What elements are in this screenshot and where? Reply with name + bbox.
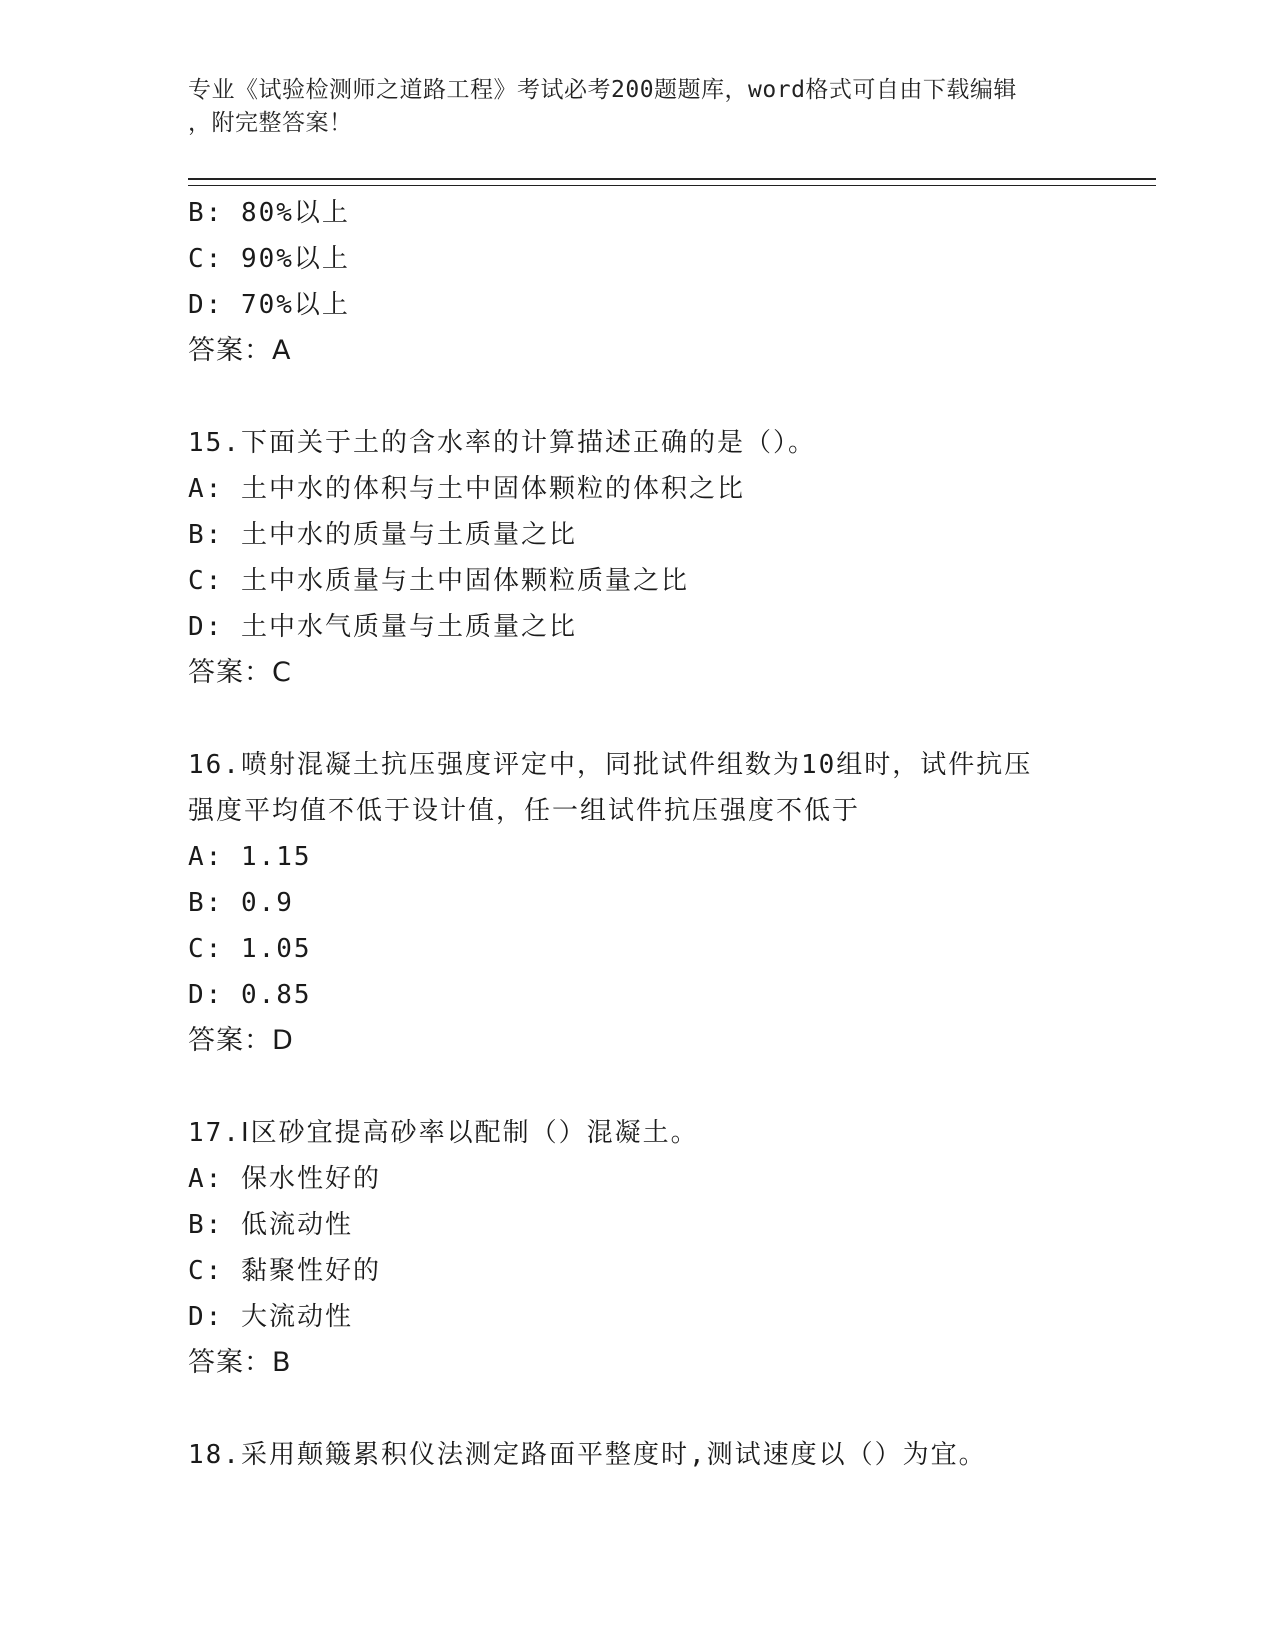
- header-divider: [188, 178, 1156, 186]
- question-stem: 17.Ⅰ区砂宜提高砂率以配制（）混凝土。: [188, 1118, 699, 1148]
- header-title-line1: 专业《试验检测师之道路工程》考试必考200题题库，word格式可自由下载编辑: [188, 77, 1017, 103]
- question-14-tail: [188, 190, 1088, 374]
- spacer: [188, 374, 1088, 420]
- option-c: C: 1.05: [188, 934, 312, 964]
- question-stem: 15.下面关于土的含水率的计算描述正确的是（）。: [188, 428, 816, 458]
- spacer: [188, 1064, 1088, 1110]
- spacer: [188, 1386, 1088, 1432]
- option-c: C: 90%以上: [188, 244, 350, 274]
- question-17: [188, 1110, 1088, 1386]
- header-title-line2: ，附完整答案！: [188, 110, 353, 136]
- option-d: D: 大流动性: [188, 1302, 353, 1332]
- option-d: D: 0.85: [188, 980, 312, 1010]
- document-header: [188, 74, 1068, 140]
- question-16: [188, 742, 1088, 1064]
- answer-label: 答案：A: [188, 335, 292, 366]
- question-stem-line2: 强度平均值不低于设计值，任一组试件抗压强度不低于: [188, 796, 861, 826]
- spacer: [188, 696, 1088, 742]
- question-stem-line1: 16.喷射混凝土抗压强度评定中，同批试件组数为10组时，试件抗压: [188, 750, 1033, 780]
- option-c: C: 黏聚性好的: [188, 1256, 381, 1286]
- option-b: B: 80%以上: [188, 198, 350, 228]
- option-b: B: 0.9: [188, 888, 294, 918]
- answer-label: 答案：C: [188, 657, 292, 688]
- answer-label: 答案：B: [188, 1347, 292, 1378]
- question-18: [188, 1432, 1088, 1478]
- option-b: B: 土中水的质量与土质量之比: [188, 520, 577, 550]
- option-a: A: 1.15: [188, 842, 312, 872]
- question-stem: 18.采用颠簸累积仪法测定路面平整度时,测试速度以（）为宜。: [188, 1440, 987, 1470]
- option-a: A: 土中水的体积与土中固体颗粒的体积之比: [188, 474, 745, 504]
- option-b: B: 低流动性: [188, 1210, 353, 1240]
- option-a: A: 保水性好的: [188, 1164, 381, 1194]
- option-d: D: 土中水气质量与土质量之比: [188, 612, 577, 642]
- question-list: [188, 190, 1088, 1478]
- question-15: [188, 420, 1088, 696]
- option-c: C: 土中水质量与土中固体颗粒质量之比: [188, 566, 689, 596]
- option-d: D: 70%以上: [188, 290, 350, 320]
- answer-label: 答案：D: [188, 1025, 294, 1056]
